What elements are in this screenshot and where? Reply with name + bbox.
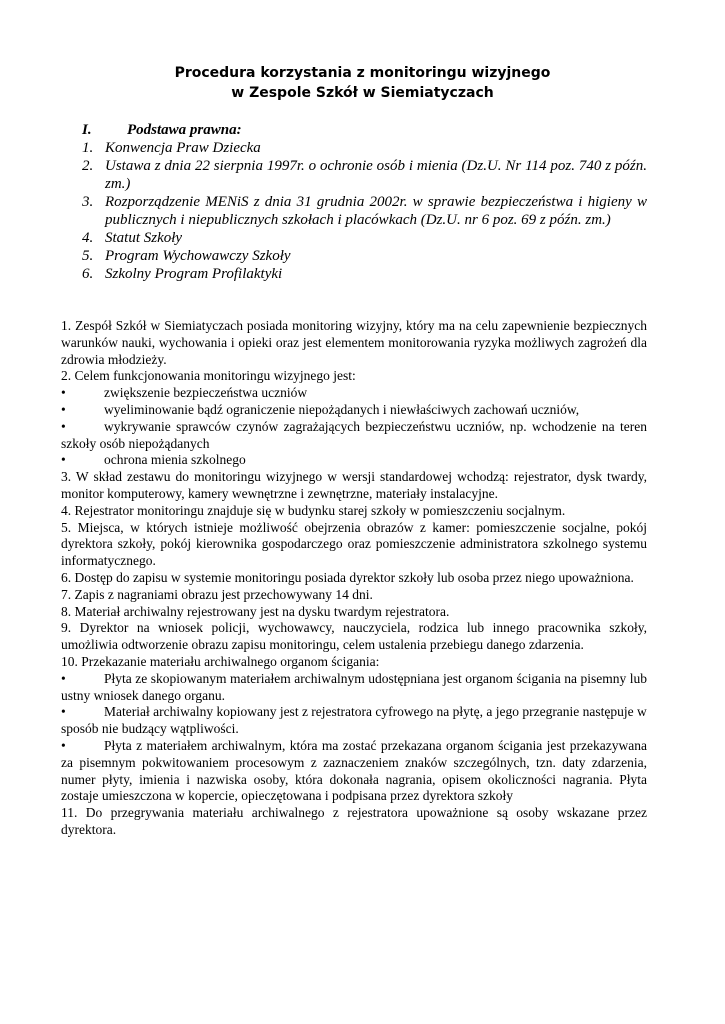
item-number: 2. (82, 158, 94, 174)
bullet-marker: • (61, 418, 66, 434)
goal-bullet-1 (61, 385, 647, 402)
legal-basis-list (82, 139, 647, 283)
transfer-bullet-3 (61, 738, 647, 805)
goal-bullet-3 (61, 419, 647, 453)
bullet-marker: • (61, 704, 66, 720)
paragraph-2: 2. Celem funkcjonowania monitoringu wizyjnego jest: (61, 368, 356, 384)
bullet-marker: • (61, 401, 66, 417)
legal-basis-item (82, 157, 647, 193)
item-text: Rozporządzenie MENiS z dnia 31 grudnia 2002r. w sprawie bezpieczeństwa i higieny w publicznych i niepublicznych szkołach i placówkach (Dz.U. nr 6 poz. 69 z późn. zm.) (105, 194, 647, 228)
legal-basis-item (82, 247, 647, 265)
item-number: 6. (82, 266, 94, 282)
bullet-marker: • (61, 385, 66, 401)
goal-bullet-2 (61, 402, 647, 419)
bullet-text: Płyta ze skopiowanym materiałem archiwalnym udostępniana jest organom ścigania na pisemny lub ustny wniosek danego organu. (61, 670, 647, 703)
paragraph-4: 4. Rejestrator monitoringu znajduje się w budynku starej szkoły w pomieszczeniu socjalnym. (61, 502, 566, 518)
paragraph-7: 7. Zapis z nagraniami obrazu jest przechowywany 14 dni. (61, 586, 373, 602)
legal-basis-item (82, 229, 647, 247)
item-number: 4. (82, 230, 94, 246)
transfer-bullet-2-continuation: sposób nie budzący wątpliwości. (61, 721, 239, 737)
bullet-text: wyeliminowanie bądź ograniczenie niepożądanych i niewłaściwych zachowań uczniów, (104, 401, 580, 417)
bullet-marker: • (61, 737, 66, 753)
paragraph-11: 11. Do przegrywania materiału archiwalnego z rejestratora upoważnione są osoby wskazane przez dyrektora. (61, 805, 647, 837)
section-heading-label: Podstawa prawna: (127, 122, 242, 138)
item-text: Konwencja Praw Dziecka (105, 140, 261, 156)
paragraph-8: 8. Materiał archiwalny rejestrowany jest na dysku twardym rejestratora. (61, 603, 450, 619)
paragraph-6: 6. Dostęp do zapisu w systemie monitoringu posiada dyrektor szkoły lub osoba przez niego upoważniona. (61, 569, 634, 585)
paragraph-5: 5. Miejsca, w których istnieje możliwość obejrzenia obrazów z kamer: pomieszczenie socjalne, pokój dyrektora szkoły, pokój kierownika gospodarczego oraz pomieszczenie administratora szkolnego systemu informatycznego. (61, 519, 647, 569)
document-title-line-2: w Zespole Szkół w Siemiatyczach (231, 85, 494, 101)
legal-basis-item (82, 193, 647, 229)
bullet-marker: • (61, 452, 66, 468)
bullet-text: zwiększenie bezpieczeństwa uczniów (104, 385, 308, 401)
bullet-text: Płyta z materiałem archiwalnym, która ma zostać przekazana organom ścigania jest przekazywana za pisemnym pokwitowaniem procesowym z zaznaczeniem znaków szczególnych, tzn. daty zdarzenia, numer płyty, imienia i nazwiska osoby, która dokonała nagrania, opisem okoliczności nagrania. Płyta zostaje umieszczona w kopercie, opieczętowana i podpisana przez dyrektora szkoły (61, 737, 647, 804)
bullet-marker: • (61, 670, 66, 686)
paragraph-10: 10. Przekazanie materiału archiwalnego organom ścigania: (61, 653, 380, 669)
document-title-line-1: Procedura korzystania z monitoringu wizyjnego (174, 65, 551, 81)
bullet-text: Materiał archiwalny kopiowany jest z rejestratora cyfrowego na płytę, a jego przegranie następuje w (104, 704, 647, 720)
section-number: I. (82, 122, 92, 138)
paragraph-1: 1. Zespół Szkół w Siemiatyczach posiada monitoring wizyjny, który ma na celu zapewnienie bezpiecznych warunków nauki, wychowania i opieki oraz jest elementem monitorowania ryzyka możliwych zagrożeń dla zdrowia młodzieży. (61, 318, 647, 367)
goal-bullet-4 (61, 452, 647, 469)
bullet-text: wykrywanie sprawców czynów zagrażających bezpieczeństwu uczniów, np. wchodzenie na teren szkoły osób niepożądanych (61, 418, 647, 451)
item-number: 1. (82, 140, 94, 156)
legal-basis-heading (82, 121, 647, 139)
item-text: Program Wychowawczy Szkoły (105, 248, 291, 264)
legal-basis-item (82, 265, 647, 283)
procedure-body (61, 318, 647, 839)
paragraph-9: 9. Dyrektor na wniosek policji, wychowawcy, nauczyciela, rodzica lub innego pracownika szkoły, umożliwia odtworzenie obrazu zapisu monitoringu, celem ustalenia przebiegu danego zdarzenia. (61, 620, 647, 653)
legal-basis-item (82, 139, 647, 157)
paragraph-3: 3. W skład zestawu do monitoringu wizyjnego w wersji standardowej wchodzą: rejestrator, dysk twardy, monitor komputerowy, kamery wewnętrzne i zewnętrzne, materiały instalacyjne. (61, 469, 647, 501)
item-text: Statut Szkoły (105, 230, 183, 246)
bullet-text: ochrona mienia szkolnego (104, 452, 246, 468)
item-text: Ustawa z dnia 22 sierpnia 1997r. o ochronie osób i mienia (Dz.U. Nr 114 poz. 740 z późn. zm.) (105, 158, 647, 192)
item-number: 5. (82, 248, 94, 264)
legal-basis-section (82, 121, 647, 283)
transfer-bullet-1 (61, 671, 647, 705)
transfer-bullet-2 (61, 704, 647, 721)
item-number: 3. (82, 194, 94, 210)
item-text: Szkolny Program Profilaktyki (105, 266, 283, 282)
